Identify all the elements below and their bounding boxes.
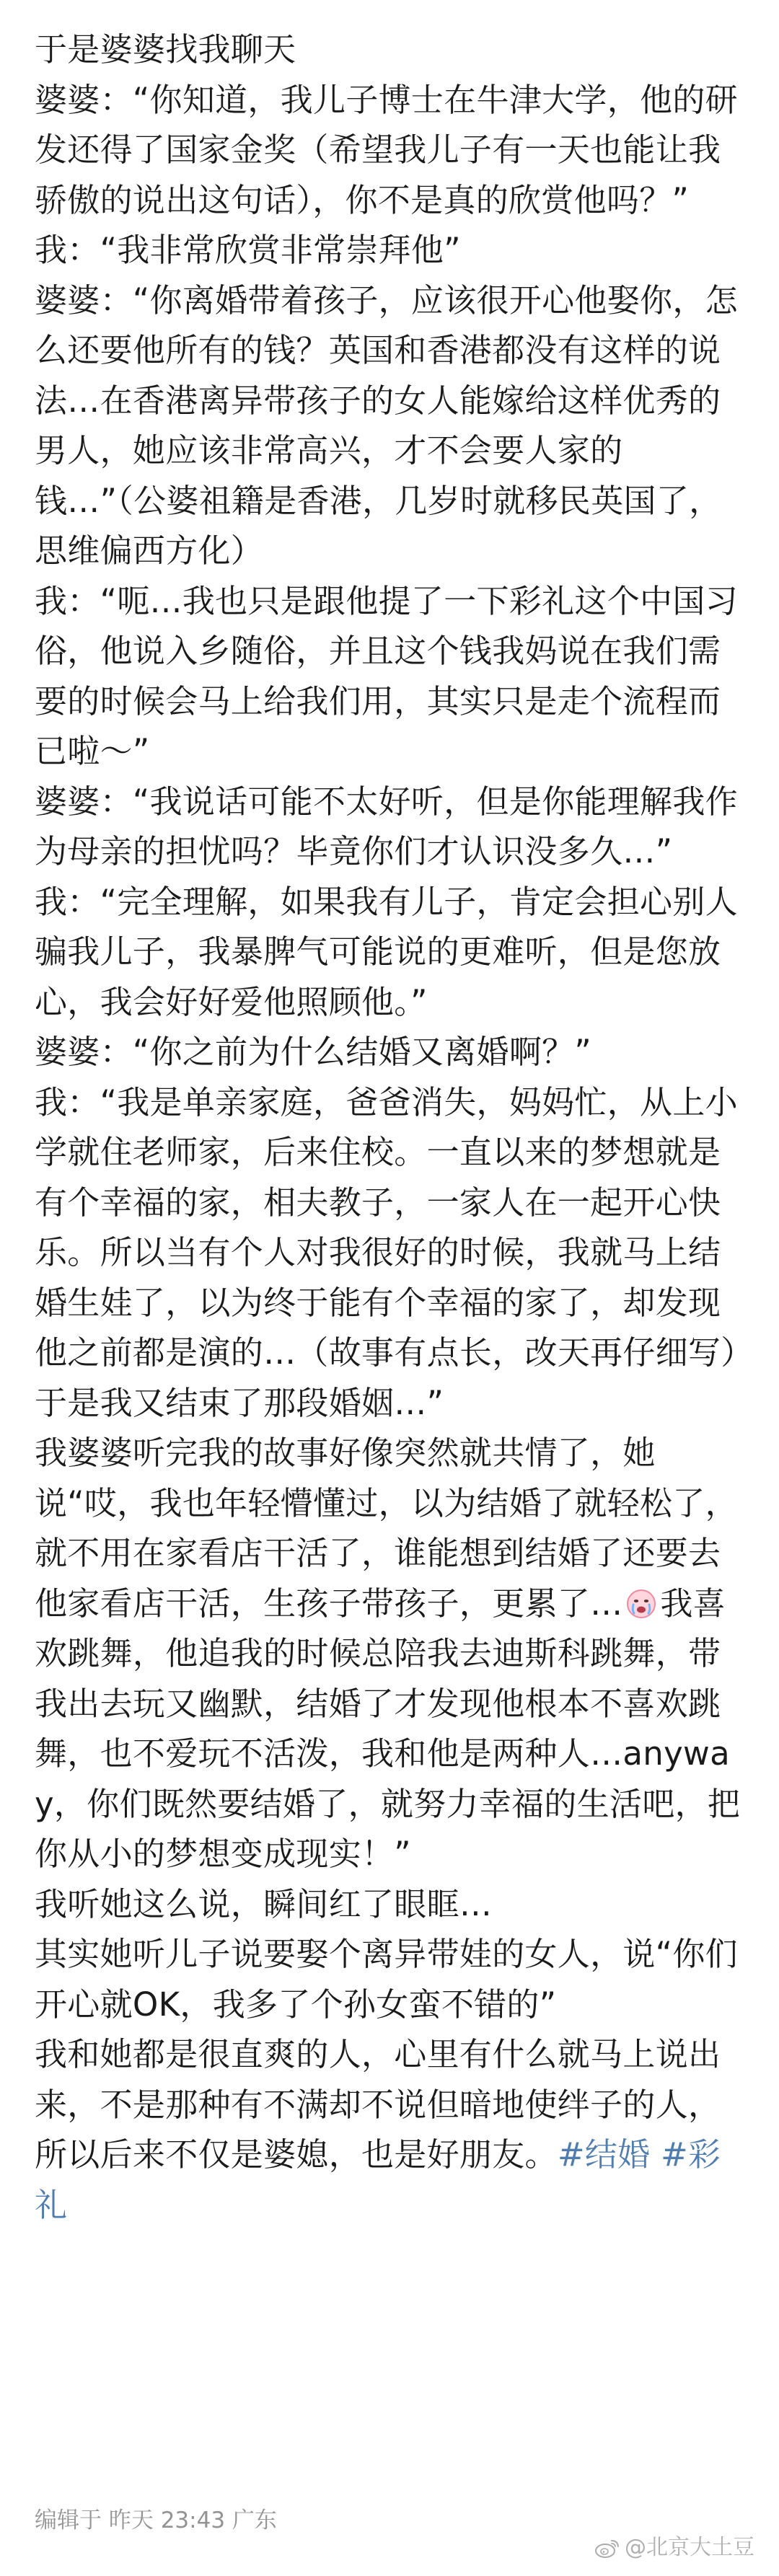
post-paragraph: 其实她听儿子说要娶个离异带娃的女人，说“你们开心就OK，我多了个孙女蛮不错的” xyxy=(35,1935,738,2024)
edited-timestamp: 编辑于 昨天 23:43 广东 xyxy=(35,2507,277,2533)
post-paragraph: 我：“呃…我也只是跟他提了一下彩礼这个中国习俗，他说入乡随俗，并且这个钱我妈说在我们需要的时候会马上给我们用，其实只是走个流程而已啦～” xyxy=(35,581,738,770)
post-paragraph: 于是婆婆找我聊天 xyxy=(35,30,296,69)
hashtag-link-marriage[interactable]: #结婚 xyxy=(557,2135,651,2174)
post-paragraph: 我：“完全理解，如果我有儿子，肯定会担心别人骗我儿子，我暴脾气可能说的更难听，但是您放心，我会好好爱他照顾他。” xyxy=(35,882,738,1021)
post-paragraph: 婆婆：“你知道，我儿子博士在牛津大学，他的研发还得了国家金奖（希望我儿子有一天也能让我骄傲的说出这句话），你不是真的欣赏他吗？” xyxy=(35,80,738,219)
paragraph-text: 我和她都是很直爽的人，心里有什么就马上说出来，不是那种有不满却不说但暗地使绊子的人，所以后来不仅是婆媳，也是好朋友。 xyxy=(35,2035,721,2174)
post-paragraph: 婆婆：“我说话可能不太好听，但是你能理解我作为母亲的担忧吗？毕竟你们才认识没多久…” xyxy=(35,782,738,870)
watermark xyxy=(594,2533,754,2562)
post-paragraph: 我：“我是单亲家庭，爸爸消失，妈妈忙，从上小学就住老师家，后来住校。一直以来的梦想就是有个幸福的家，相夫教子，一家人在一起开心快乐。所以当有个人对我很好的时候，我就马上结婚生娃了，以为终于能有个幸福的家了，却发现他之前都是演的…（故事有点长，改天再仔细写）于是我又结束了那段婚姻…” xyxy=(35,1082,738,1422)
post-paragraph: 我听她这么说，瞬间红了眼眶… xyxy=(35,1884,493,1923)
post-paragraph: 婆婆：“你之前为什么结婚又离婚啊？” xyxy=(35,1033,592,1071)
paragraph-text-before-emoji: 我婆婆听完我的故事好像突然就共情了，她说“哎，我也年轻懵懂过，以为结婚了就轻松了，就不用在家看店干活了，谁能想到结婚了还要去他家看店干活，生孩子带孩子，更累了… xyxy=(35,1434,738,1623)
paragraph-text-after-emoji: 我喜欢跳舞，他追我的时候总陪我去迪斯科跳舞，带我出去玩又幽默，结婚了才发现他根本不喜欢跳舞，也不爱玩不活泼，我和他是两种人…anyway，你们既然要结婚了，就努力幸福的生活吧，把你从小的梦想变成现实！” xyxy=(35,1584,741,1873)
post-paragraph-with-tags xyxy=(35,2029,749,2230)
crying-face-icon xyxy=(625,1583,657,1615)
watermark-text: @北京大土豆 xyxy=(625,2535,754,2560)
post-body xyxy=(35,25,749,2230)
hashtag-link-betrothal-gift[interactable]: #彩礼 xyxy=(35,2135,721,2224)
post-paragraph: 婆婆：“你离婚带着孩子，应该很开心他娶你，怎么还要他所有的钱？英国和香港都没有这样的说法…在香港离异带孩子的女人能嫁给这样优秀的男人，她应该非常高兴，才不会要人家的钱…”（公婆祖籍是香港，几岁时就移民英国了，思维偏西方化） xyxy=(35,281,738,570)
post-paragraph-with-emoji xyxy=(35,1428,749,1879)
post-paragraph: 我：“我非常欣赏非常崇拜他” xyxy=(35,231,461,269)
weibo-logo-icon xyxy=(594,2537,620,2559)
